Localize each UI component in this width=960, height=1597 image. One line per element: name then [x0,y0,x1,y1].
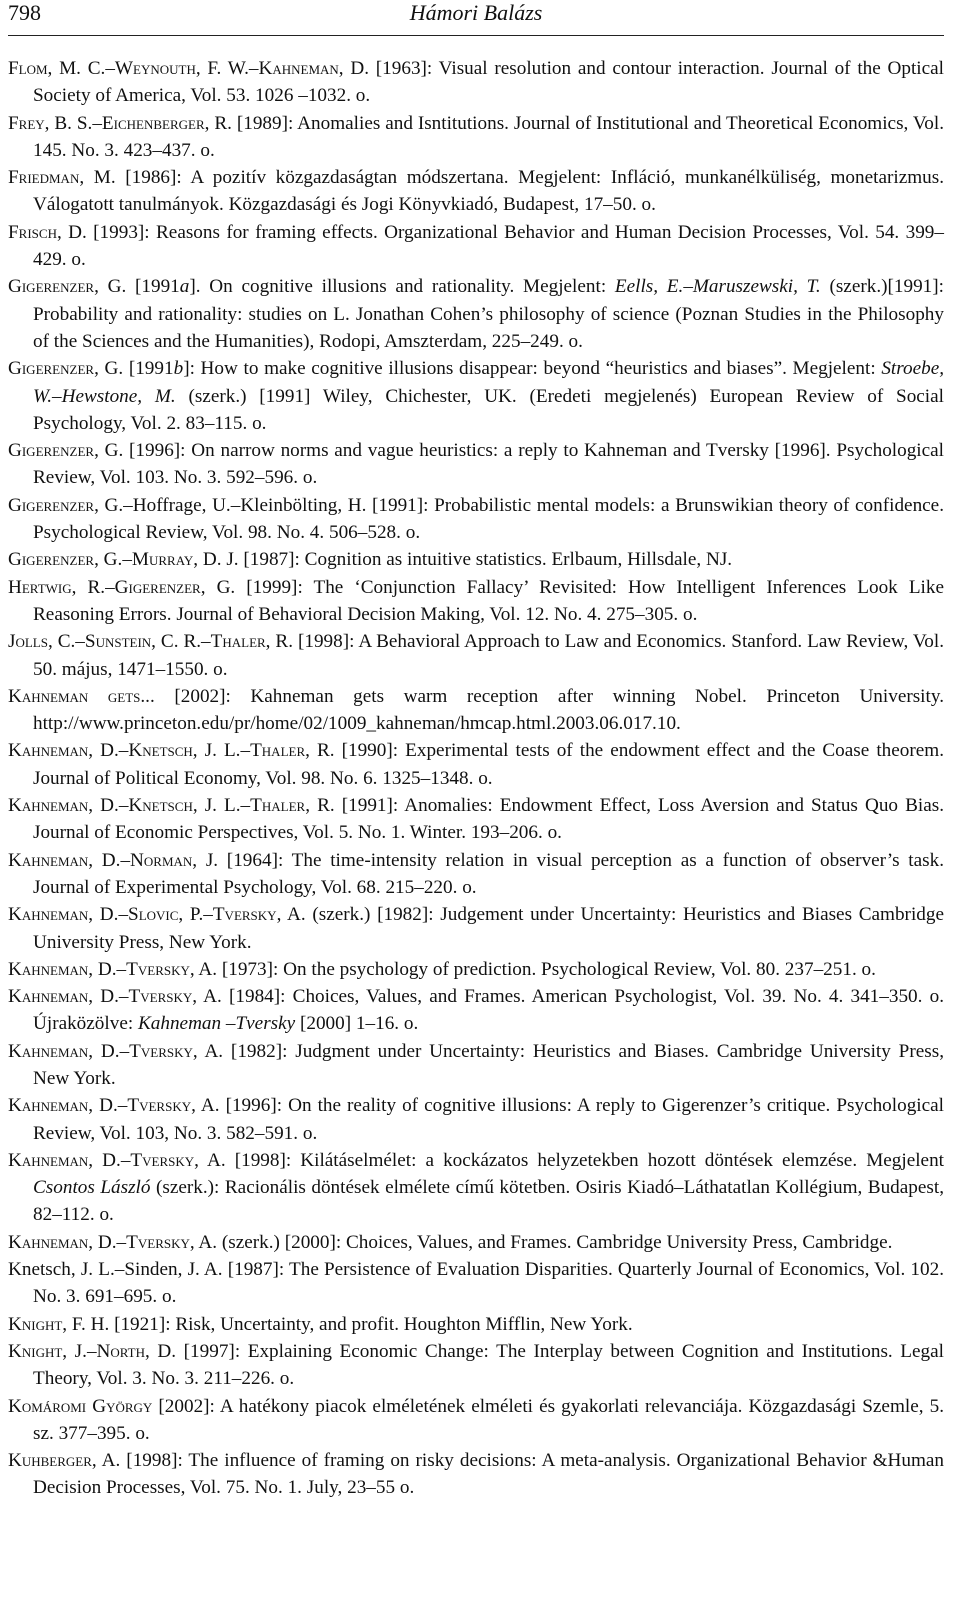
reference-authors: Frey, B. S.–Eichenberger, R. [8,112,232,134]
reference-authors: Kahneman, D.–Knetsch, J. L.–Thaler, R. [8,795,335,817]
reference-entry [8,901,944,956]
reference-text: [1996]: On narrow norms and vague heuristics: a reply to Kahneman and Tversky [1996]. Psychological Review, Vol. 103. No. 3. 592–596. o. [33,440,944,489]
reference-italic: a [179,276,190,298]
reference-entry [8,1447,944,1502]
reference-text: [1989]: Anomalies and Isntitutions. Journal of Institutional and Theoretical Economics, Vol. 145. No. 3. 423–437. o. [33,112,944,161]
reference-text: [1984]: Choices, Values, and Frames. American Psychologist, Vol. 39. No. 4. 341–350. o. Újraközölve: [33,986,945,1035]
reference-authors: Gigerenzer, G. [8,440,124,462]
reference-text: [2002]: Kahneman gets warm reception after winning Nobel. Princeton University. http://www.princeton.edu/pr/home/02/1009_kahneman/hmcap.html.2003.06.017.10. [33,685,944,735]
reference-entry [8,492,944,547]
running-head: Hámori Balázs [409,0,543,25]
reference-authors: Gigerenzer, G. [8,358,124,380]
reference-entry [8,737,944,792]
reference-text: [1997]: Explaining Economic Change: The Interplay between Cognition and Institutions. Legal Theory, Vol. 3. No. 3. 211–226. o. [33,1340,944,1390]
reference-entry [8,1038,944,1093]
reference-text: [1991 [123,358,174,380]
reference-text: [1998]: Kilátáselmélet: a kockázatos helyzetekben hozott döntések elemzése. Megjelent [225,1149,944,1171]
reference-entry [8,1256,944,1311]
reference-authors: Kahneman, D.–Tversky, A. [8,986,222,1008]
reference-entry [8,683,944,738]
reference-entry [8,273,944,355]
reference-authors: Kahneman, D.–Norman, J. [8,849,219,871]
reference-text: (szerk.) [2000]: Choices, Values, and Frames. Cambridge University Press, Cambridge. [217,1231,893,1253]
reference-text: [2000] 1–16. o. [295,1013,419,1035]
reference-entry [8,219,944,274]
reference-entry [8,956,944,983]
reference-authors: Kahneman, D.–Tversky, A. [8,1149,226,1171]
reference-text: [1998]: A Behavioral Approach to Law and Economics. Stanford. Law Review, Vol. 50. május, 1471–1550. o. [33,631,944,680]
reference-authors: Gigerenzer, G.–Murray, D. J. [8,549,239,571]
reference-text: (szerk.) [1991] Wiley, Chichester, UK. (Eredeti megjelenés) European Review of Social Psychology, Vol. 2. 83–115. o. [33,385,944,434]
reference-text: [1964]: The time-intensity relation in visual perception as a function of observer’s task. Journal of Experimental Psychology, Vol. 68. 215–220. o. [33,849,944,898]
reference-italic: Kahneman –Tversky [137,1013,296,1035]
reference-text: [1998]: The influence of framing on risky decisions: A meta-analysis. Organizational Behavior &Human Decision Processes, Vol. 75. No. 1. July, 23–55 o. [33,1450,945,1499]
reference-text: [1986]: A pozitív közgazdaságtan módszertana. Megjelent: Infláció, munkanélküliség, monetarizmus. Válogatott tanulmányok. Közgazdasági és Jogi Könyvkiadó, Budapest, 17–50. o. [33,167,944,216]
page-number: 798 [8,0,41,25]
reference-entry [8,1311,944,1338]
page-header [8,0,944,36]
reference-text: [1990]: Experimental tests of the endowment effect and the Coase theorem. Journal of Political Economy, Vol. 98. No. 6. 1325–1348. o. [33,740,944,789]
reference-authors: Kahneman, D.–Tversky, A. [8,1040,224,1062]
reference-entry [8,792,944,847]
reference-authors: Kahneman, D.–Knetsch, J. L.–Thaler, R. [8,740,335,762]
reference-authors: Friedman, M. [8,167,116,189]
reference-italic: Eells, E.–Maruszewski, T. [614,276,821,298]
reference-text: [2002]: A hatékony piacok elméletének elméleti és gyakorlati relevanciája. Közgazdasági Szemle, 5. sz. 377–395. o. [33,1395,944,1444]
reference-text: (szerk.) [1982]: Judgement under Uncertainty: Heuristics and Biases Cambridge University Press, New York. [33,904,944,953]
reference-authors: Knight, F. H. [8,1313,110,1335]
reference-entry [8,55,944,110]
reference-entry [8,1338,944,1393]
reference-text: [1963]: Visual resolution and contour interaction. Journal of the Optical Society of America, Vol. 53. 1026 –1032. o. [33,58,944,107]
reference-italic: Stroebe, W.–Hewstone, M. [33,358,945,407]
reference-authors: Komáromi György [8,1395,153,1417]
reference-text: ]. On cognitive illusions and rationality. Megjelent: [189,276,615,298]
reference-text: Knetsch, J. L.–Sinden, J. A. [1987]: The Persistence of Evaluation Disparities. Quarterly Journal of Economics, Vol. 102. No. 3. 691–695. o. [8,1259,944,1308]
reference-italic: b [173,358,184,380]
reference-entry [8,1229,944,1256]
reference-entry [8,164,944,219]
reference-text: –Hoffrage, U.–Kleinbölting, H. [1991]: Probabilistic mental models: a Brunswikian theory of confidence. Psychological Review, Vol. 98. No. 4. 506–528. o. [33,494,944,544]
reference-entry [8,847,944,902]
reference-authors: Hertwig, R.–Gigerenzer, G. [8,576,236,598]
reference-entry [8,355,944,437]
reference-authors: Kahneman gets... [8,685,155,707]
reference-text: (szerk.)[1991]: Probability and rationality: studies on L. Jonathan Cohen’s philosophy of science (Poznan Studies in the Philosophy of the Sciences and the Humanities), Rodopi, Amszterdam, 225–249. o. [33,276,944,352]
reference-text: [1999]: The ‘Conjunction Fallacy’ Revisited: How Intelligent Inferences Look Like Reasoning Errors. Journal of Behavioral Decision Making, Vol. 12. No. 4. 275–305. o. [33,576,944,625]
reference-authors: Kahneman, D.–Slovic, P.–Tversky, A. [8,904,306,926]
reference-text: [1987]: Cognition as intuitive statistics. Erlbaum, Hillsdale, NJ. [238,549,733,571]
reference-authors: Kahneman, D.–Tversky, A. [8,1231,218,1253]
reference-text: ]: How to make cognitive illusions disappear: beyond “heuristics and biases”. Megjelent: [183,358,882,380]
reference-authors: Flom, M. C.–Weynouth, F. W.–Kahneman, D. [8,58,370,79]
reference-entry [8,1092,944,1147]
reference-authors: Kuhberger, A. [8,1450,121,1472]
reference-text: [1991 [126,276,180,298]
reference-entry [8,110,944,165]
reference-entry [8,628,944,683]
reference-text: [1993]: Reasons for framing effects. Organizational Behavior and Human Decision Processes, Vol. 54. 399–429. o. [33,221,944,271]
reference-text: [1991]: Anomalies: Endowment Effect, Loss Aversion and Status Quo Bias. Journal of Economic Perspectives, Vol. 5. No. 1. Winter. 193–206. o. [33,795,944,844]
reference-text: [1982]: Judgment under Uncertainty: Heuristics and Biases. Cambridge University Press, New York. [33,1040,944,1089]
reference-entry [8,437,944,492]
reference-entry [8,1147,944,1229]
reference-text: [1996]: On the reality of cognitive illusions: A reply to Gigerenzer’s critique. Psychological Review, Vol. 103, No. 3. 582–591. o. [33,1095,944,1144]
reference-authors: Frisch, D. [8,221,87,243]
reference-text: (szerk.): Racionális döntések elmélete című kötetben. Osiris Kiadó–Láthatatlan Kollégium, Budapest, 82–112. o. [33,1177,945,1226]
reference-entry [8,983,944,1038]
reference-authors: Gigerenzer, G. [8,494,124,516]
reference-authors: Jolls, C.–Sunstein, C. R.–Thaler, R. [8,631,294,653]
reference-text: [1973]: On the psychology of prediction. Psychological Review, Vol. 80. 237–251. o. [217,958,876,980]
reference-authors: Gigerenzer, G. [8,276,127,298]
reference-text: [1921]: Risk, Uncertainty, and profit. Houghton Mifflin, New York. [109,1313,633,1335]
reference-entry [8,1393,944,1448]
reference-authors: Kahneman, D.–Tversky, A. [8,958,218,980]
reference-entry [8,574,944,629]
reference-authors: Knight, J.–North, D. [8,1340,177,1362]
reference-italic: Csontos László [33,1177,151,1199]
reference-authors: Kahneman, D.–Tversky, A. [8,1095,220,1117]
reference-list [8,55,944,1502]
header-rule [8,35,944,36]
reference-entry [8,546,944,573]
